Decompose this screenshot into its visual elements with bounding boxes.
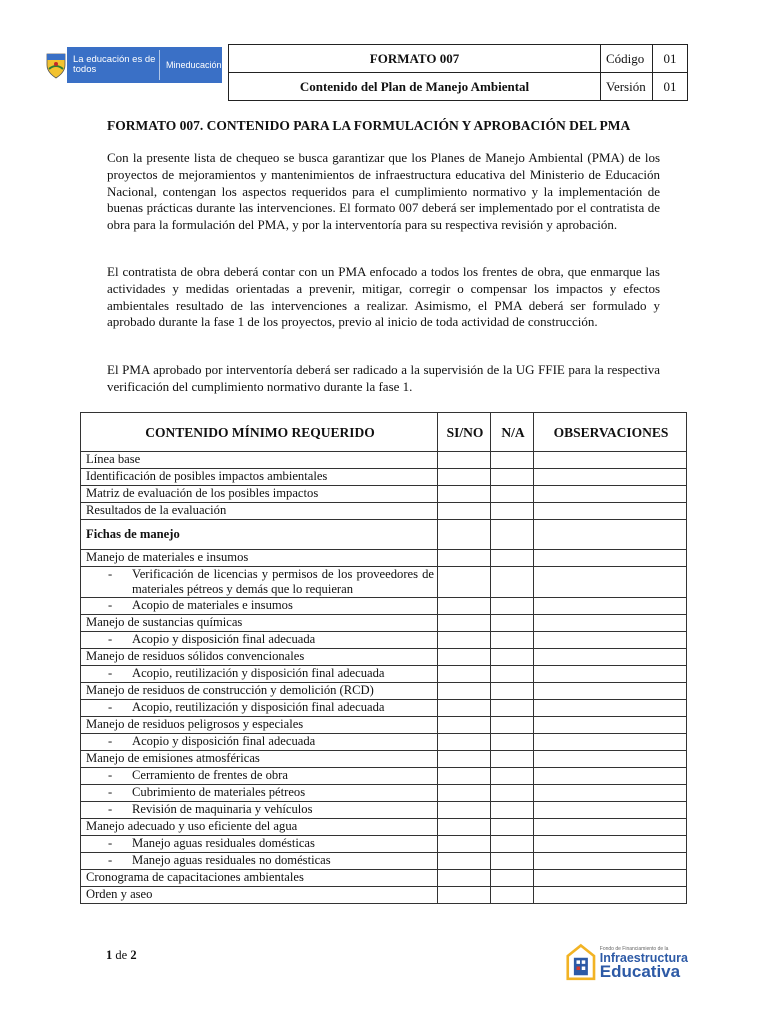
si-no-cell[interactable]: [438, 486, 491, 503]
si-no-cell[interactable]: [438, 615, 491, 632]
sub-row-label: - Manejo aguas residuales domésticas: [81, 836, 438, 853]
si-no-cell[interactable]: [438, 802, 491, 819]
na-cell[interactable]: [491, 870, 534, 887]
observaciones-cell[interactable]: [534, 503, 687, 520]
observaciones-cell[interactable]: [534, 598, 687, 615]
list-dash: -: [108, 802, 113, 816]
na-cell[interactable]: [491, 632, 534, 649]
si-no-cell[interactable]: [438, 785, 491, 802]
observaciones-cell[interactable]: [534, 836, 687, 853]
table-row: [81, 819, 687, 836]
table-row: [81, 853, 687, 870]
version-value: 01: [653, 73, 688, 101]
si-no-cell[interactable]: [438, 452, 491, 469]
list-dash: -: [108, 785, 113, 799]
si-no-cell[interactable]: [438, 520, 491, 550]
na-cell[interactable]: [491, 520, 534, 550]
na-cell[interactable]: [491, 598, 534, 615]
si-no-cell[interactable]: [438, 550, 491, 567]
table-row: [81, 598, 687, 615]
si-no-cell[interactable]: [438, 870, 491, 887]
logo-ministry: Mineducación: [159, 50, 222, 80]
paragraph-contractor: El contratista de obra deberá contar con un PMA enfocado a todos los frentes de obra, que enmarque las actividades y medidas orientadas a prevenir, mitigar, corregir o compensar los impactos y efectos ambientales resultado de las intervenciones a realizar. Asimismo, el PMA deberá ser formulado y aprobado durante la fase 1 de los proyectos, previo al inicio de toda actividad de construcción.: [107, 264, 660, 330]
table-row: [81, 683, 687, 700]
document-title: FORMATO 007. CONTENIDO PARA LA FORMULACIÓN Y APROBACIÓN DEL PMA: [107, 118, 631, 133]
sub-row-label: - Cerramiento de frentes de obra: [81, 768, 438, 785]
observaciones-cell[interactable]: [534, 683, 687, 700]
table-row: [81, 887, 687, 904]
row-label: Manejo de residuos peligrosos y especiales: [81, 717, 438, 734]
row-label: Línea base: [81, 452, 438, 469]
na-cell[interactable]: [491, 567, 534, 598]
si-no-cell[interactable]: [438, 649, 491, 666]
version-label: Versión: [601, 73, 653, 101]
si-no-cell[interactable]: [438, 666, 491, 683]
si-no-cell[interactable]: [438, 836, 491, 853]
sub-row-label: - Verificación de licencias y permisos de los proveedores de materiales pétreos y demás que lo requieran: [81, 567, 438, 598]
table-row: [81, 503, 687, 520]
si-no-cell[interactable]: [438, 700, 491, 717]
na-cell[interactable]: [491, 819, 534, 836]
table-row: [81, 734, 687, 751]
observaciones-cell[interactable]: [534, 887, 687, 904]
sub-row-label: - Acopio, reutilización y disposición final adecuada: [81, 666, 438, 683]
observaciones-cell[interactable]: [534, 734, 687, 751]
na-cell[interactable]: [491, 751, 534, 768]
na-cell[interactable]: [491, 853, 534, 870]
row-label: Manejo de sustancias químicas: [81, 615, 438, 632]
format-header: [228, 44, 688, 101]
section-label: Fichas de manejo: [81, 520, 438, 550]
na-cell[interactable]: [491, 700, 534, 717]
si-no-cell[interactable]: [438, 503, 491, 520]
table-row: [81, 768, 687, 785]
list-dash: -: [108, 700, 113, 714]
row-label: Identificación de posibles impactos ambientales: [81, 469, 438, 486]
ffie-small-text: Fondo de Financiamiento de la: [599, 946, 669, 952]
table-row: [81, 666, 687, 683]
table-header-row: [81, 413, 687, 452]
table-row: [81, 802, 687, 819]
observaciones-cell[interactable]: [534, 649, 687, 666]
list-dash: -: [108, 632, 113, 646]
table-row: [81, 751, 687, 768]
row-label: Manejo de residuos sólidos convencionales: [81, 649, 438, 666]
table-row: [81, 615, 687, 632]
checklist-table: [80, 412, 687, 904]
header-content: CONTENIDO MÍNIMO REQUERIDO: [81, 413, 438, 452]
si-no-cell[interactable]: [438, 853, 491, 870]
logo-slogan: La educación es de todos: [73, 54, 156, 75]
coat-of-arms-icon: [45, 47, 67, 83]
header-si-no: SI/NO: [438, 413, 491, 452]
table-row: [81, 567, 687, 598]
sub-row-label: - Acopio y disposición final adecuada: [81, 632, 438, 649]
table-row: [81, 452, 687, 469]
si-no-cell[interactable]: [438, 469, 491, 486]
observaciones-cell[interactable]: [534, 802, 687, 819]
na-cell[interactable]: [491, 550, 534, 567]
na-cell[interactable]: [491, 717, 534, 734]
observaciones-cell[interactable]: [534, 615, 687, 632]
si-no-cell[interactable]: [438, 819, 491, 836]
na-cell[interactable]: [491, 666, 534, 683]
table-row: [81, 550, 687, 567]
list-dash: -: [108, 567, 113, 581]
header-observaciones: OBSERVACIONES: [534, 413, 687, 452]
row-label: Orden y aseo: [81, 887, 438, 904]
sub-row-label: - Acopio de materiales e insumos: [81, 598, 438, 615]
observaciones-cell[interactable]: [534, 452, 687, 469]
row-label: Resultados de la evaluación: [81, 503, 438, 520]
observaciones-cell[interactable]: [534, 486, 687, 503]
si-no-cell[interactable]: [438, 567, 491, 598]
sub-row-label: - Cubrimiento de materiales pétreos: [81, 785, 438, 802]
mineducacion-logo: [45, 47, 221, 83]
table-row: [81, 870, 687, 887]
observaciones-cell[interactable]: [534, 768, 687, 785]
na-cell[interactable]: [491, 469, 534, 486]
observaciones-cell[interactable]: [534, 819, 687, 836]
na-cell[interactable]: [491, 452, 534, 469]
list-dash: -: [108, 768, 113, 782]
header-na: N/A: [491, 413, 534, 452]
observaciones-cell[interactable]: [534, 717, 687, 734]
observaciones-cell[interactable]: [534, 666, 687, 683]
si-no-cell[interactable]: [438, 887, 491, 904]
page-number: 1 de 2: [106, 948, 137, 962]
table-row: [81, 785, 687, 802]
row-label: Manejo adecuado y uso eficiente del agua: [81, 819, 438, 836]
list-dash: -: [108, 666, 113, 680]
code-value: 01: [653, 45, 688, 73]
row-label: Manejo de residuos de construcción y demolición (RCD): [81, 683, 438, 700]
list-dash: -: [108, 853, 113, 867]
table-row: [81, 700, 687, 717]
si-no-cell[interactable]: [438, 683, 491, 700]
si-no-cell[interactable]: [438, 768, 491, 785]
ffie-logo: [566, 938, 688, 988]
ffie-big-text: Educativa: [599, 962, 681, 981]
si-no-cell[interactable]: [438, 751, 491, 768]
na-cell[interactable]: [491, 785, 534, 802]
sub-row-label: - Acopio y disposición final adecuada: [81, 734, 438, 751]
si-no-cell[interactable]: [438, 734, 491, 751]
observaciones-cell[interactable]: [534, 700, 687, 717]
school-building-icon: [566, 941, 596, 985]
table-row: [81, 649, 687, 666]
na-cell[interactable]: [491, 649, 534, 666]
row-label: Cronograma de capacitaciones ambientales: [81, 870, 438, 887]
row-label: Manejo de emisiones atmosféricas: [81, 751, 438, 768]
observaciones-cell[interactable]: [534, 567, 687, 598]
observaciones-cell[interactable]: [534, 469, 687, 486]
si-no-cell[interactable]: [438, 632, 491, 649]
format-subtitle: Contenido del Plan de Manejo Ambiental: [229, 73, 601, 101]
na-cell[interactable]: [491, 802, 534, 819]
ffie-mid-text: Infraestructura: [599, 951, 688, 965]
code-label: Código: [601, 45, 653, 73]
na-cell[interactable]: [491, 486, 534, 503]
table-row: [81, 520, 687, 550]
table-row: [81, 632, 687, 649]
na-cell[interactable]: [491, 503, 534, 520]
format-title: FORMATO 007: [229, 45, 601, 73]
na-cell[interactable]: [491, 615, 534, 632]
si-no-cell[interactable]: [438, 598, 491, 615]
observaciones-cell[interactable]: [534, 520, 687, 550]
list-dash: -: [108, 598, 113, 612]
na-cell[interactable]: [491, 768, 534, 785]
table-row: [81, 717, 687, 734]
table-row: [81, 486, 687, 503]
list-dash: -: [108, 734, 113, 748]
row-label: Matriz de evaluación de los posibles impactos: [81, 486, 438, 503]
table-row: [81, 836, 687, 853]
na-cell[interactable]: [491, 683, 534, 700]
observaciones-cell[interactable]: [534, 870, 687, 887]
list-dash: -: [108, 836, 113, 850]
observaciones-cell[interactable]: [534, 853, 687, 870]
na-cell[interactable]: [491, 887, 534, 904]
observaciones-cell[interactable]: [534, 751, 687, 768]
na-cell[interactable]: [491, 734, 534, 751]
table-row: [81, 469, 687, 486]
si-no-cell[interactable]: [438, 717, 491, 734]
sub-row-label: - Manejo aguas residuales no domésticas: [81, 853, 438, 870]
row-label: Manejo de materiales e insumos: [81, 550, 438, 567]
observaciones-cell[interactable]: [534, 550, 687, 567]
na-cell[interactable]: [491, 836, 534, 853]
observaciones-cell[interactable]: [534, 632, 687, 649]
paragraph-approval: El PMA aprobado por interventoría deberá ser radicado a la supervisión de la UG FFIE para la respectiva verificación del cumplimiento normativo durante la fase 1.: [107, 362, 660, 394]
sub-row-label: - Revisión de maquinaria y vehículos: [81, 802, 438, 819]
observaciones-cell[interactable]: [534, 785, 687, 802]
paragraph-intro: Con la presente lista de chequeo se busca garantizar que los Planes de Manejo Ambiental (PMA) de los proyectos de mejoramientos y mantenimientos de infraestructura educativa del Ministerio de Educación Nacional, contengan los aspectos requeridos para el cumplimiento normativo y la implementación de buenas prácticas durante las intervenciones. El formato 007 deberá ser implementado por el contratista de obra para la formulación del PMA, y por la interventoría para su respectiva revisión y aprobación.: [107, 150, 660, 233]
sub-row-label: - Acopio, reutilización y disposición final adecuada: [81, 700, 438, 717]
